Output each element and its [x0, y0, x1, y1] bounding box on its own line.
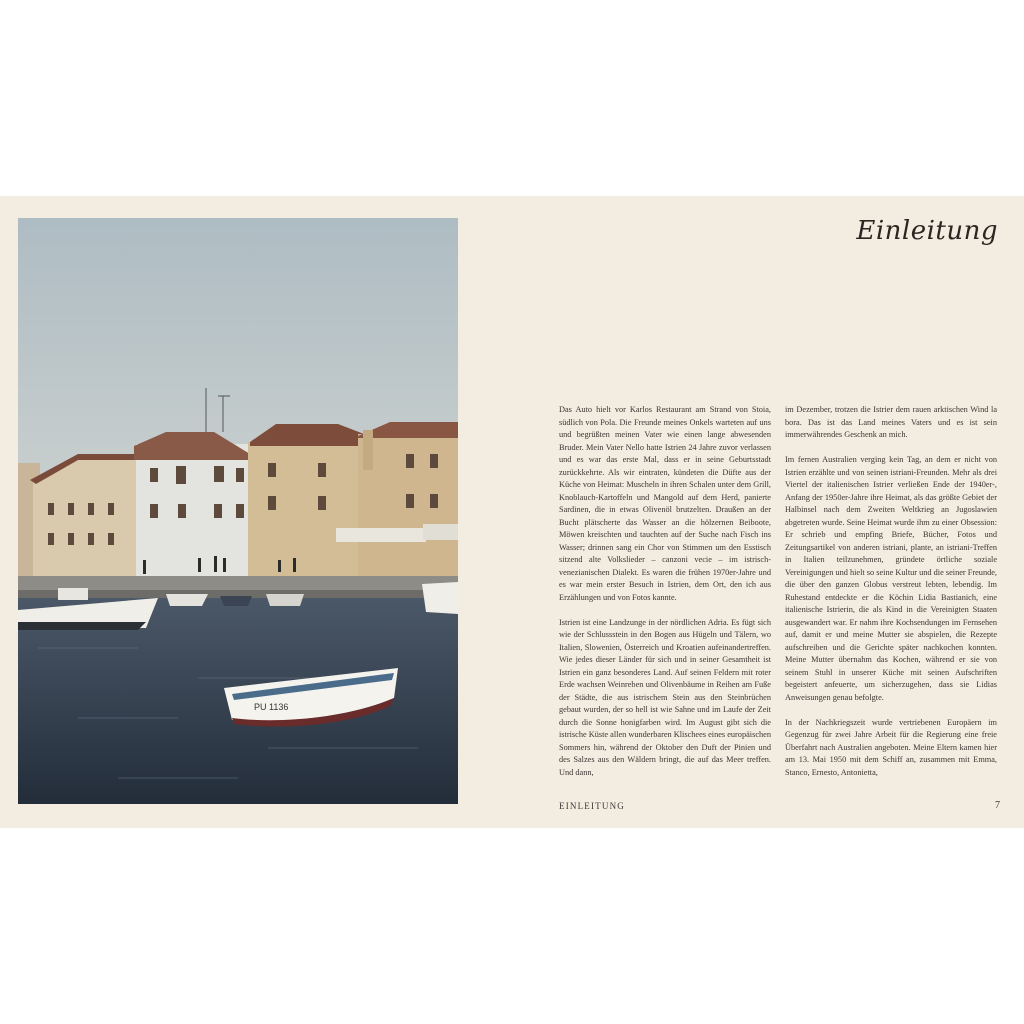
book-spread — [0, 196, 1024, 828]
text-column-left — [559, 404, 771, 792]
running-footer: EINLEITUNG — [559, 801, 625, 811]
page-number: 7 — [995, 800, 1000, 811]
paragraph: im Dezember, trotzen die Istrier dem rauen arktischen Wind la bora. Das ist das Land meines Vaters und es ist sein immerwährendes Geschenk an mich. — [785, 405, 997, 439]
paragraph: Istrien ist eine Landzunge in der nördlichen Adria. Es fügt sich wie der Schlussstein in den Bogen aus Hügeln und Tälern, wo Italien, Slowenien, Österreich und Kroatien aufeinandertreffen. Wie jedes dieser Länder für sich und in seiner Gesamtheit ist Istrien ein ganz besonderes Land. Auf seinen Feldern mit roter Erde wachsen Weinreben und Olivenbäume in Reihen am Fuße der Städte, die aus istrischem Stein aus den Steinbrüchen gebaut wurden, der so hell ist wie Sahne und im Laufe der Zeit durch die Sonne honigfarben wird. Im August gibt sich die istrische Küste allen wunderbaren Klischees eines europäischen Sommers hin, während der Oktober den Duft der Pinien und des Salzes aus den Wäldern bringt, die auf das Meer treffen. Und dann, — [559, 617, 771, 777]
chapter-title: Einleitung — [856, 216, 998, 246]
paragraph: Im fernen Australien verging kein Tag, an dem er nicht von Istrien erzählte und von seinen istriani-Freunden. Mehr als drei Viertel der italienischen Istrier verließen Ende der 1940er-, Anfang der 1950er-Jahre ihre Heimat, als das größte Gebiet der Halbinsel nach dem Zweiten Weltkrieg an Jugoslawien abgetreten wurde. Seine Heimat wurde ihm zu einer Obsession: Er schrieb und empfing Briefe, Bücher, Fotos und Zeitungsartikel von anderen istriani, plante, an istriani-Treffen in Italien teilzunehmen, gründete örtliche soziale Vereinigungen und hielt so seine Kultur und die seiner Freunde, die über den ganzen Globus verstreut lebten, lebendig. Im Ruhestand entdeckte er die Köchin Lidia Bastianich, eine italienische Istrierin, die als Kind in die Vereinigten Staaten ausgewandert war. Er nahm ihre Kochsendungen im Fernsehen auf, damit er und meine Mutter sie abspielen, die Rezepte aufschreiben und die Gerichte später nachkochen konnten. Meine Mutter übernahm das Kochen, während er sie von seinem Stuhl in unserer Küche mit seinen Aufschriften begeistert anfeuerte, um sicherzugehen, dass sie Lidias Anweisungen genau befolgte. — [785, 455, 997, 702]
text-column-right — [785, 404, 997, 792]
paragraph: Das Auto hielt vor Karlos Restaurant am Strand von Stoia, südlich von Pola. Die Freunde meines Onkels warteten auf uns und begrüßten meinen Vater wie einen lange abwesenden Bruder. Mein Vater Nello hatte Istrien 24 Jahre zuvor verlassen und es war das erste Mal, dass er in seine Geburtsstadt zurückkehrte. Als wir eintraten, kündeten die Düfte aus der Küche von Heimat: Muscheln in ihren Schalen unter dem Grill, Knoblauch-Kartoffeln und Mangold auf dem Herd, panierte Sardinen, die in etwas Olivenöl brutzelten. Draußen an der Bucht plätscherte das Wasser an die hölzernen Beiboote, Möwen kreischten und tauchten auf der Suche nach Fisch ins Wasser; drinnen sang ein Chor von Stimmen um den Esstisch sitzend alte Volkslieder – canzoni vecie – im istrisch-venezianischen Dialekt. Es waren die frühen 1970er-Jahre und es war mein erster Besuch in Istrien, dem Ort, den ich aus Erzählungen und von Fotos kannte. — [559, 405, 771, 602]
svg-text:PU 1136: PU 1136 — [254, 702, 289, 712]
harbor-photo — [18, 218, 458, 804]
paragraph: In der Nachkriegszeit wurde vertriebenen Europäern im Gegenzug für zwei Jahre Arbeit für die Regierung eine freie Überfahrt nach Australien angeboten. Meine Eltern kamen hier am 13. Mai 1950 mit dem Schiff an, zusammen mit Emma, Stanco, Ernesto, Antonietta, — [785, 717, 997, 777]
